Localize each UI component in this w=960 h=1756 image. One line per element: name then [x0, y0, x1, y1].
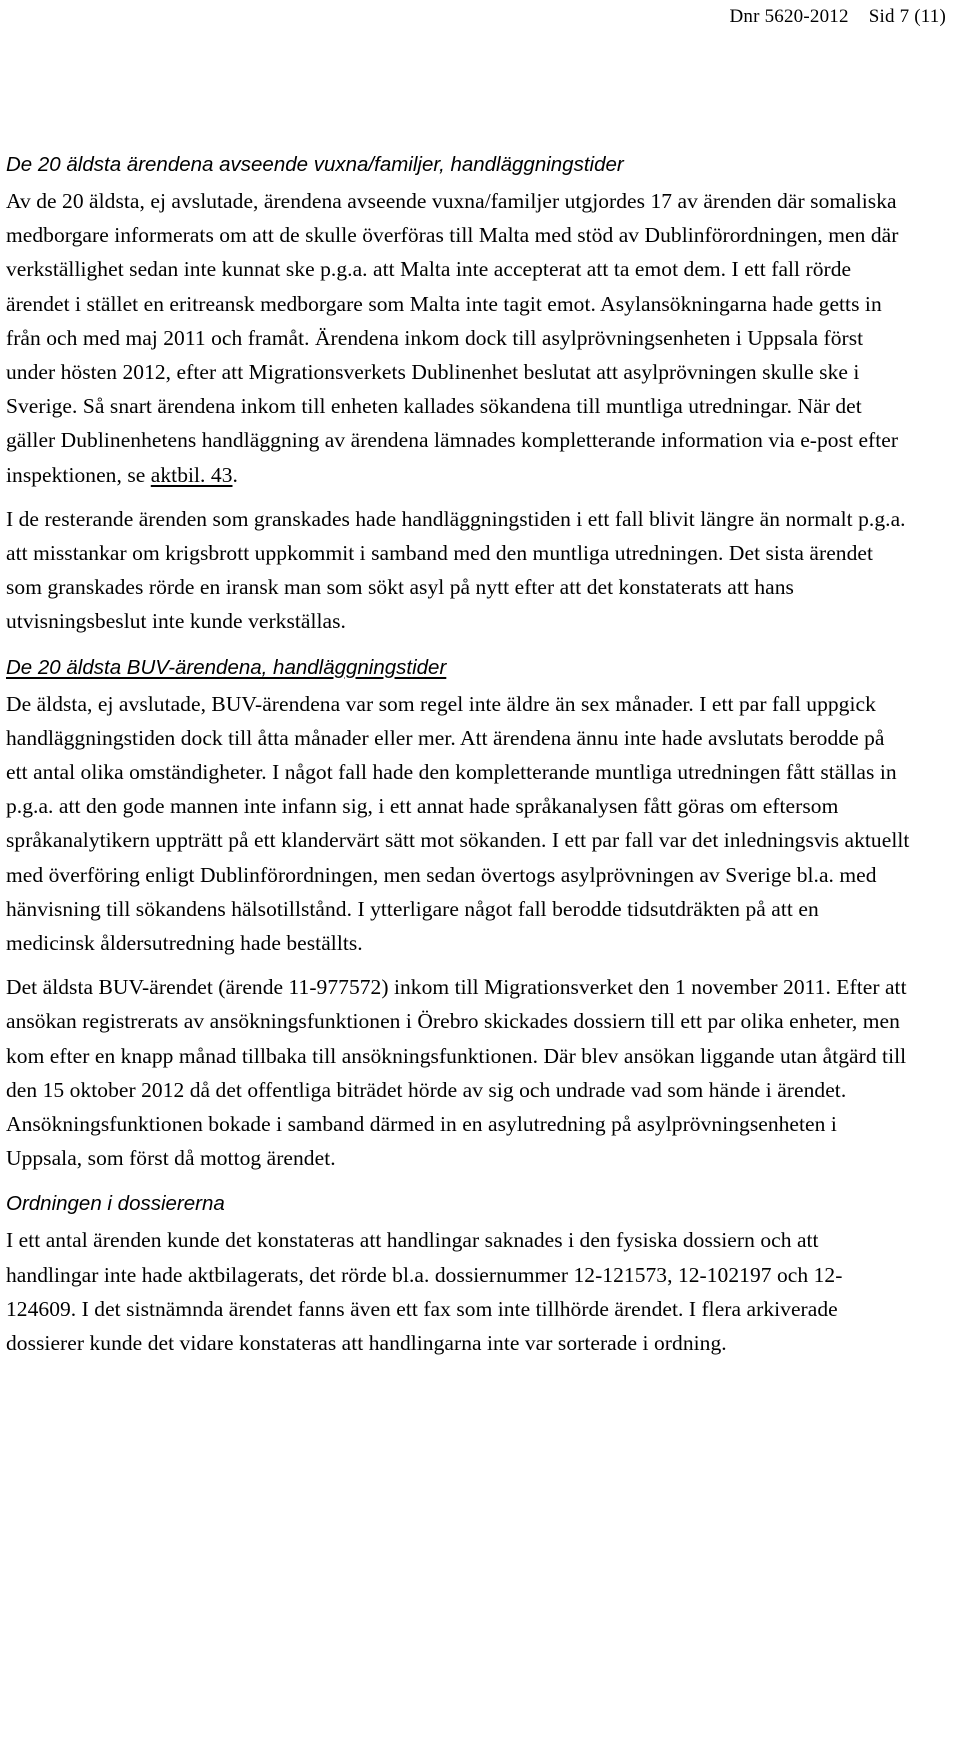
section-heading-buv: De 20 äldsta BUV-ärendena, handläggningstider — [6, 655, 447, 679]
paragraph: I de resterande ärenden som granskades hade handläggningstiden i ett fall blivit längre än normalt p.g.a. att misstankar om krigsbrott uppkommit i samband med den muntliga utredningen. Det sista ärendet som granskades rörde en iransk man som sökt asyl på nytt efter att det konstaterats att hans utvisningsbeslut inte kunde verkställas. — [6, 506, 906, 634]
paragraph: I ett antal ärenden kunde det konstateras att handlingar saknades i den fysiska dossiern och att handlingar inte hade aktbilagerats, det rörde bl.a. dossiernummer 12-121573, 12-102197 och 12-124609. I det sistnämnda ärendet fanns även ett fax som inte tillhörde ärendet. I flera arkiverade dossierer kunde det vidare konstateras att handlingarna inte var sorterade i ordning. — [6, 1228, 843, 1356]
document-number: Dnr 5620-2012 — [729, 6, 849, 27]
paragraph: Det äldsta BUV-ärendet (ärende 11-977572) inkom till Migrationsverket den 1 november 2011. Efter att ansökan registrerats av ansökningsfunktionen i Örebro skickades dossiern till ett par olika enheter, men kom efter en knapp månad tillbaka till ansökningsfunktionen. Där blev ansökan liggande utan åtgärd till den 15 oktober 2012 då det offentliga biträdet hörde av sig och undrade vad som hände i ärendet. Ansökningsfunktionen bokade i samband därmed in en asylutredning på asylprövningsenheten i Uppsala, som först då mottog ärendet. — [6, 975, 907, 1171]
document-body — [6, 134, 911, 1370]
section-heading-vuxna: De 20 äldsta ärendena avseende vuxna/familjer, handläggningstider — [6, 153, 624, 176]
paragraph — [6, 184, 911, 492]
page-number: Sid 7 (11) — [868, 6, 946, 27]
section-heading-ordningen: Ordningen i dossiererna — [6, 1192, 225, 1216]
page-header — [729, 6, 946, 28]
paragraph-text: Av de 20 äldsta, ej avslutade, ärendena avseende vuxna/familjer utgjordes 17 av ärenden där somaliska medborgare informerats om att de skulle överföras till Malta med stöd av Dublinförordningen, men där verkställighet sedan inte kunnat ske p.g.a. att Malta inte accepterat att ta emot dem. I ett fall rörde ärendet i stället en eritreansk medborgare som Malta inte tagit emot. Asylansökningarna hade getts in från och med maj 2011 och framåt. Ärendena inkom dock till asylprövningsenheten i Uppsala först under hösten 2012, efter att Migrationsverkets Dublinenhet beslutat att asylprövningen skulle ske i Sverige. Så snart ärendena inkom till enheten kallades sökandena till muntliga utredningar. När det gäller Dublinenhetens handläggning av ärendena lämnades kompletterande information via e-post efter inspektionen, se — [6, 189, 899, 487]
reference-end: . — [232, 462, 238, 487]
paragraph: De äldsta, ej avslutade, BUV-ärendena var som regel inte äldre än sex månader. I ett par fall uppgick handläggningstiden dock till åtta månader eller mer. Att ärendena ännu inte hade avslutats berodde på ett antal olika omständigheter. I något fall hade den kompletterande muntliga utredningen fått ställas in p.g.a. att den gode mannen inte infann sig, i ett annat hade språkanalysen fått göras om eftersom språkanalytikern uppträtt på ett klandervärt sätt mot sökanden. I ett par fall var det inledningsvis aktuellt med överföring enligt Dublinförordningen, men sedan övertogs asylprövningen av Sverige bl.a. med hänvisning till sökandens hälsotillstånd. I ytterligare något fall berodde tidsutdräkten på att en medicinsk åldersutredning hade beställts. — [6, 691, 910, 956]
attachment-reference: aktbil. 43 — [150, 462, 233, 487]
